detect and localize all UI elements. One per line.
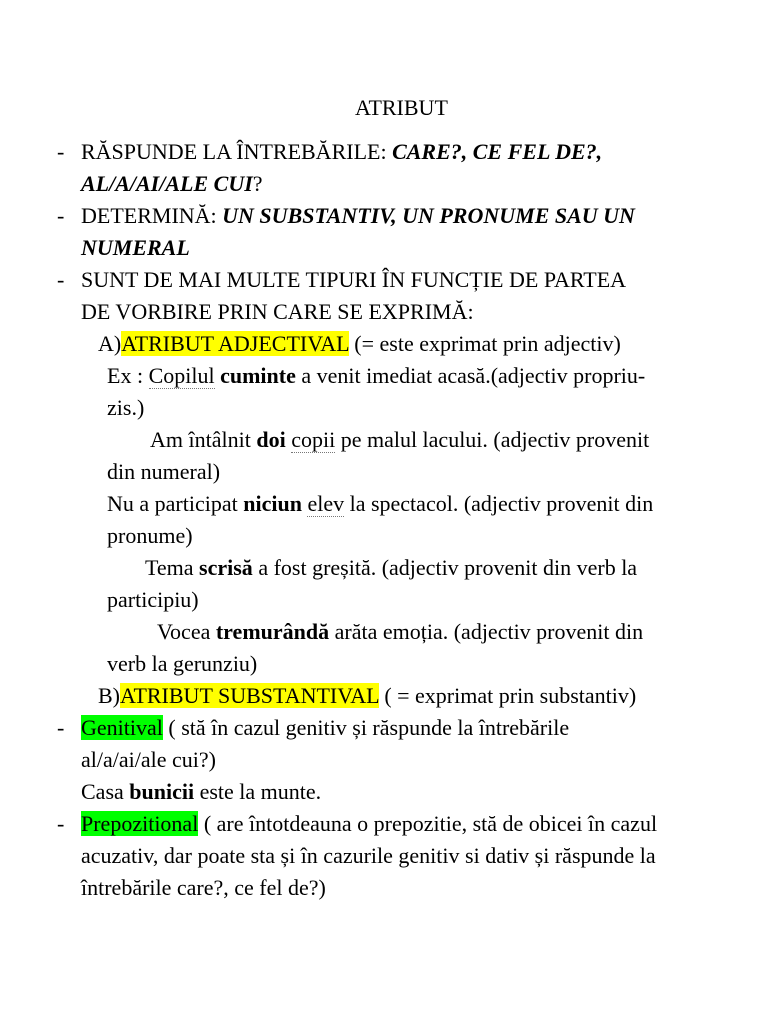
example-4-attribute: scrisă	[199, 555, 253, 580]
example-2-attribute: doi	[256, 427, 286, 452]
genitival-line-1	[81, 715, 569, 741]
example-3-line-1	[107, 491, 653, 517]
section-a-label: ATRIBUT ADJECTIVAL	[121, 331, 349, 356]
example-4-rest: a fost greșită. (adjectiv provenit din verb la	[252, 555, 638, 580]
genitival-line-2: al/a/ai/ale cui?)	[81, 747, 216, 772]
section-b-desc: ( = exprimat prin substantiv)	[378, 683, 637, 708]
bullet-dash: -	[57, 811, 65, 836]
bullet-1-text: RĂSPUNDE LA ÎNTREBĂRILE:	[81, 139, 393, 164]
section-b-heading	[98, 683, 636, 709]
example-3-attribute: niciun	[243, 491, 302, 516]
bullet-dash: -	[57, 203, 65, 228]
example-2-line-1	[150, 427, 649, 453]
example-1-attribute: cuminte	[220, 363, 296, 388]
example-1-prefix: Ex :	[107, 363, 149, 388]
page-title: ATRIBUT	[355, 95, 448, 120]
genitival-example-prefix: Casa	[81, 779, 130, 804]
bullet-dash: -	[57, 139, 65, 164]
section-b-prefix: B)	[98, 683, 120, 708]
bullet-2-line-2	[81, 235, 190, 261]
example-2-line-2: din numeral)	[107, 459, 221, 484]
bullet-3-line-1: SUNT DE MAI MULTE TIPURI ÎN FUNCȚIE DE PARTEA	[81, 267, 627, 292]
example-3-rest: la spectacol. (adjectiv provenit din	[344, 491, 654, 516]
prepozitional-label: Prepozitional	[81, 811, 199, 836]
example-2-noun: copii	[291, 427, 336, 452]
example-3-prefix: Nu a participat	[107, 491, 244, 516]
bullet-3-line-2: DE VORBIRE PRIN CARE SE EXPRIMĂ:	[81, 299, 474, 324]
example-5-line-2: verb la gerunziu)	[107, 651, 258, 676]
example-2-prefix: Am întâlnit	[150, 427, 257, 452]
bullet-2-line-1	[81, 203, 635, 229]
bullet-1-line-1	[81, 139, 602, 165]
bullet-1-line-2	[81, 171, 263, 197]
genitival-example-attribute: bunicii	[129, 779, 195, 804]
bullet-1-emphasis-2: AL/A/AI/ALE CUI	[81, 171, 253, 196]
example-1-noun: Copilul	[148, 363, 215, 388]
example-5-rest: arăta emoția. (adjectiv provenit din	[329, 619, 644, 644]
example-3-noun: elev	[307, 491, 345, 516]
bullet-2-emphasis-2: NUMERAL	[81, 235, 190, 260]
prepozitional-desc: ( are întotdeauna o prepozitie, stă de obicei în cazul	[198, 811, 658, 836]
example-2-rest: pe malul lacului. (adjectiv provenit	[335, 427, 650, 452]
genitival-example	[81, 779, 321, 805]
bullet-1-end: ?	[252, 171, 263, 196]
bullet-1-emphasis: CARE?, CE FEL DE?,	[392, 139, 603, 164]
example-5-prefix: Vocea	[157, 619, 216, 644]
section-a-prefix: A)	[98, 331, 122, 356]
genitival-example-rest: este la munte.	[194, 779, 322, 804]
bullet-2-text: DETERMINĂ:	[81, 203, 223, 228]
example-3-line-2: pronume)	[107, 523, 193, 548]
bullet-2-emphasis: UN SUBSTANTIV, UN PRONUME SAU UN	[222, 203, 635, 228]
example-1-line-2: zis.)	[107, 395, 145, 420]
section-b-label: ATRIBUT SUBSTANTIVAL	[120, 683, 379, 708]
example-4-line-1	[145, 555, 637, 581]
example-4-line-2: participiu)	[107, 587, 199, 612]
bullet-dash: -	[57, 715, 65, 740]
prepozitional-line-1	[81, 811, 657, 837]
example-4-prefix: Tema	[145, 555, 200, 580]
example-5-attribute: tremurândă	[215, 619, 330, 644]
section-a-heading	[98, 331, 621, 357]
genitival-label: Genitival	[81, 715, 163, 740]
example-5-line-1	[157, 619, 643, 645]
prepozitional-line-3: întrebările care?, ce fel de?)	[81, 875, 326, 900]
example-1-line-1	[107, 363, 645, 389]
example-1-rest: a venit imediat acasă.(adjectiv propriu-	[295, 363, 646, 388]
genitival-desc: ( stă în cazul genitiv și răspunde la întrebările	[162, 715, 570, 740]
section-a-desc: (= este exprimat prin adjectiv)	[348, 331, 621, 356]
bullet-dash: -	[57, 267, 65, 292]
prepozitional-line-2: acuzativ, dar poate sta și în cazurile genitiv si dativ și răspunde la	[81, 843, 656, 868]
